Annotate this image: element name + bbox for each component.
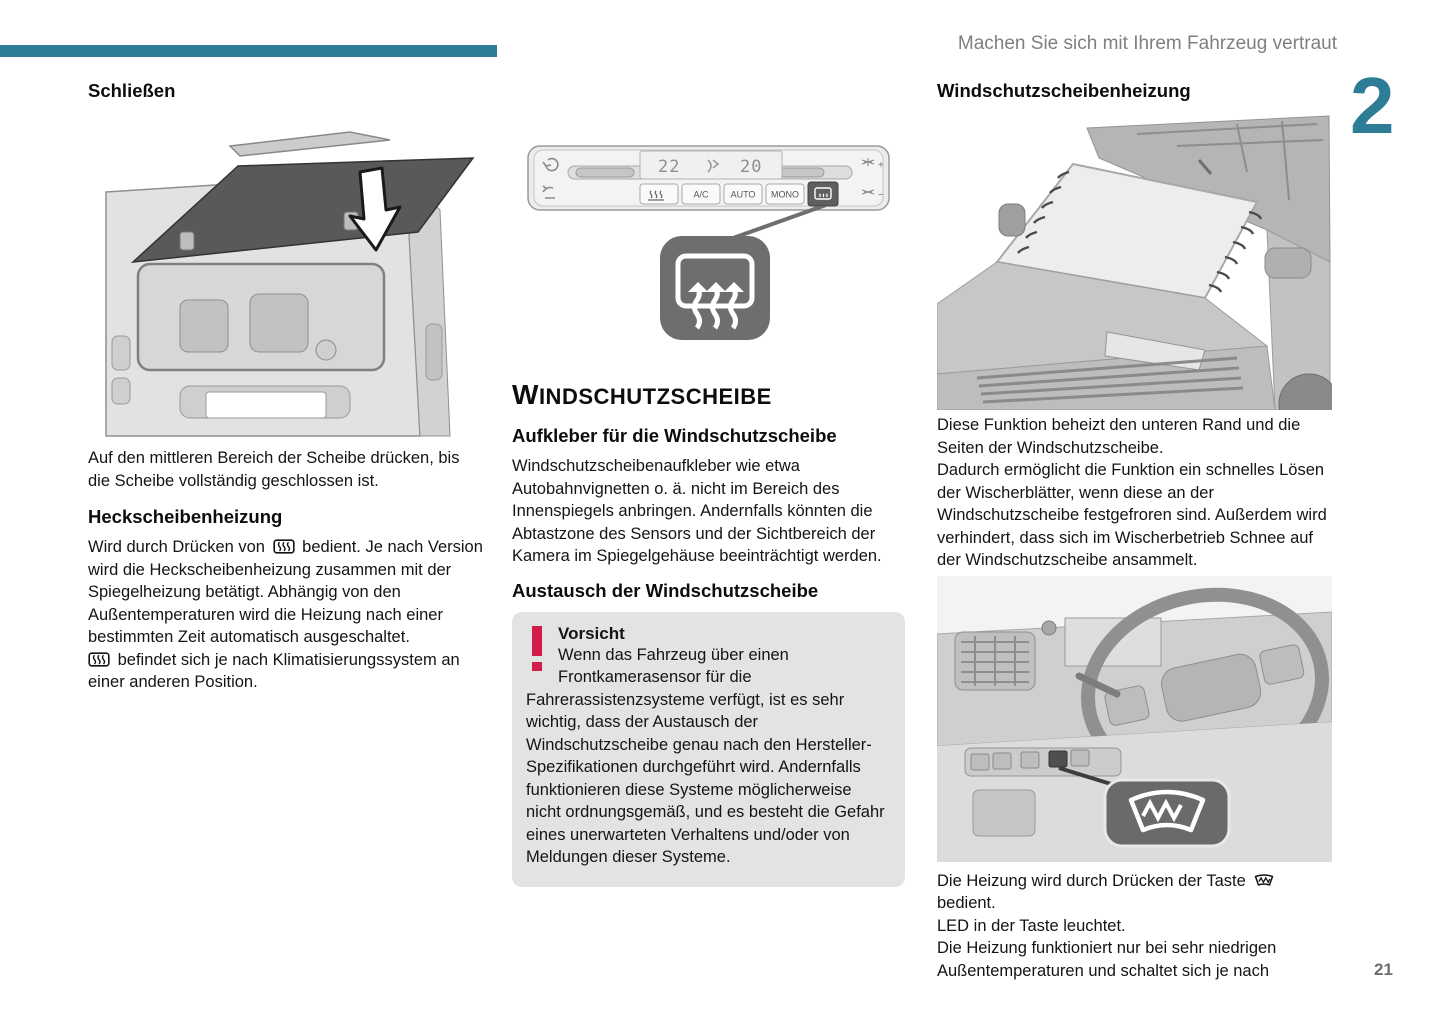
windshield-heating-icon bbox=[1253, 873, 1275, 888]
climate-control-panel-illustration bbox=[512, 140, 905, 345]
warning-title: Vorsicht bbox=[558, 623, 625, 643]
left-column bbox=[88, 80, 483, 694]
front-van-heated-windshield-illustration bbox=[937, 112, 1332, 410]
ac-button-label: A/C bbox=[693, 189, 709, 200]
sticker-body: Windschutzscheibenaufkleber wie etwa Autobahnvignetten o. ä. nicht im Bereich des Innenspiegels anbringen. Andernfalls könnten die Abtastzone des Sensors und der Sichtbereich der Kamera im Spiegelgehäuse beeinträchtigt werden. bbox=[512, 457, 882, 565]
section-heading-replacement: Austausch der Windschutzscheibe bbox=[512, 579, 819, 601]
page-number: 21 bbox=[1374, 960, 1393, 979]
chapter-accent-bar bbox=[0, 45, 497, 57]
windshield-heating-button bbox=[1049, 751, 1067, 767]
section-heading-sticker: Aufkleber für die Windschutzscheibe bbox=[512, 425, 837, 446]
heating-button-paragraph: Die Heizung wird durch Drücken der Taste bedient. bbox=[937, 870, 1334, 915]
rear-heating-paragraph-2: befindet sich je nach Klimatisierungssystem an einer anderen Position. bbox=[88, 650, 460, 691]
closing-caption: Auf den mittleren Bereich der Scheibe drücken, bis die Scheibe vollständig geschlossen ist. bbox=[88, 449, 460, 490]
warning-box bbox=[512, 612, 905, 887]
warning-body: Wenn das Fahrzeug über einen Frontkamerasensor für die Fahrerassistenzsysteme verfügt, ist es sehr wichtig, dass der Austausch der Windschutzscheibe genau nach den Hersteller-Spezifikationen durchgeführt wird. Andernfalls funktionieren diese Systeme möglicherweise nicht ordnungsgemäß, und es besteht die Gefahr eines unerwarteten Verhaltens und/oder von Meldungen dieser Systeme. bbox=[526, 645, 885, 866]
svg-text:−: − bbox=[878, 190, 884, 201]
section-heading-windshield-heating: Windschutzscheibenheizung bbox=[937, 80, 1191, 101]
display-passenger-temp: 20 bbox=[740, 157, 763, 177]
warning-exclamation-icon bbox=[528, 626, 546, 672]
running-header: Machen Sie sich mit Ihrem Fahrzeug vertraut bbox=[957, 33, 1337, 54]
right-column bbox=[937, 80, 1334, 982]
dashboard-heating-button-illustration bbox=[937, 576, 1332, 862]
windshield-heating-paragraph-1: Diese Funktion beheizt den unteren Rand und die Seiten der Windschutzscheibe. bbox=[937, 416, 1301, 457]
rear-heating-paragraph-1: Wird durch Drücken von bedient. Je nach Version wird die Heckscheibenheizung zusammen mit der Spiegelheizung betätigt. Abhängig von den Außentemperaturen wird die Heizung nach einer bestimmten Zeit automatisch ausgeschaltet. bbox=[88, 538, 483, 646]
chapter-number: 2 bbox=[1350, 61, 1395, 150]
right-mirror bbox=[1265, 248, 1311, 278]
auto-button-label: AUTO bbox=[730, 189, 756, 200]
rear-window-defrost-icon bbox=[88, 652, 110, 667]
middle-column bbox=[512, 140, 905, 887]
mono-button-label: MONO bbox=[771, 189, 799, 200]
temperature-paragraph: Die Heizung funktioniert nur bei sehr niedrigen Außentemperaturen und schaltet sich je nach bbox=[937, 939, 1277, 980]
left-mirror bbox=[999, 204, 1025, 236]
display-driver-temp: 22 bbox=[658, 157, 681, 177]
main-heading-windshield: WINDSCHUTZSCHEIBE bbox=[512, 379, 772, 410]
led-paragraph: LED in der Taste leuchtet. bbox=[937, 916, 1126, 935]
windshield-heating-paragraph-2: Dadurch ermöglicht die Funktion ein schnelles Lösen der Wischerblätter, wenn diese an der Windschutzscheibe festgefroren sind. Außerdem wird verhindert, dass sich im Wischerbetrieb Schnee auf der Windschutzscheibe ansammelt. bbox=[937, 461, 1327, 569]
section-heading-closing: Schließen bbox=[88, 80, 176, 101]
rear-window-defrost-icon bbox=[273, 539, 295, 554]
rear-van-tailgate-illustration bbox=[88, 114, 478, 439]
section-heading-rear-window-heating: Heckscheibenheizung bbox=[88, 506, 283, 527]
svg-text:+: + bbox=[878, 160, 884, 171]
